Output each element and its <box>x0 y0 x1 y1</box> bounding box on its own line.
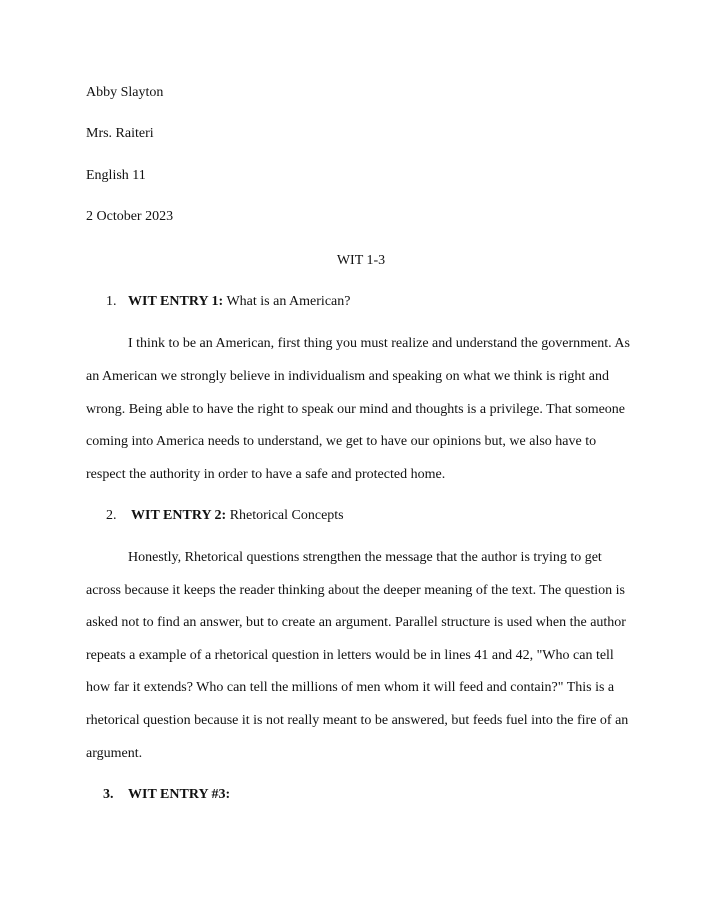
entry-3-label: WIT ENTRY #3: <box>128 787 231 802</box>
entry-1-number: 1. <box>106 294 117 309</box>
paragraph-line: repeats a example of a rhetorical question in letters would be in lines 41 and 42, "Who can tell <box>86 648 614 663</box>
paragraph-line: respect the authority in order to have a safe and protected home. <box>86 467 446 482</box>
course-name: English 11 <box>86 168 146 183</box>
entry-1-heading <box>128 294 350 310</box>
paragraph-line: I think to be an American, first thing you must realize and understand the government. As <box>128 336 630 351</box>
entry-2-number: 2. <box>106 508 117 523</box>
document-title: WIT 1-3 <box>336 253 386 268</box>
entry-1-paragraph <box>86 336 642 486</box>
paragraph-line: asked not to find an answer, but to create an argument. Parallel structure is used when the author <box>86 615 626 630</box>
document-date: 2 October 2023 <box>86 209 174 224</box>
entry-2-heading <box>131 508 344 524</box>
entry-2-paragraph <box>86 550 642 765</box>
student-name: Abby Slayton <box>86 85 164 100</box>
teacher-name: Mrs. Raiteri <box>86 126 154 141</box>
entry-2-label: WIT ENTRY 2: <box>131 508 227 523</box>
entry-1-topic: What is an American? <box>226 294 351 309</box>
entry-3-number: 3. <box>103 787 114 802</box>
paragraph-line: across because it keeps the reader thinking about the deeper meaning of the text. The question is <box>86 583 625 598</box>
entry-2-topic: Rhetorical Concepts <box>229 508 344 523</box>
paragraph-line: argument. <box>86 746 143 761</box>
paragraph-line: rhetorical question because it is not really meant to be answered, but feeds fuel into the fire of an <box>86 713 629 728</box>
paragraph-line: coming into America needs to understand, we get to have our opinions but, we also have to <box>86 434 597 449</box>
paragraph-line: Honestly, Rhetorical questions strengthen the message that the author is trying to get <box>128 550 602 565</box>
paragraph-line: how far it extends? Who can tell the millions of men whom it will feed and contain?" This is a <box>86 680 615 695</box>
entry-1-label: WIT ENTRY 1: <box>128 294 224 309</box>
entry-3-heading <box>128 787 230 803</box>
paragraph-line: an American we strongly believe in individualism and speaking on what we think is right and <box>86 369 609 384</box>
paragraph-line: wrong. Being able to have the right to speak our mind and thoughts is a privilege. That someone <box>86 402 626 417</box>
